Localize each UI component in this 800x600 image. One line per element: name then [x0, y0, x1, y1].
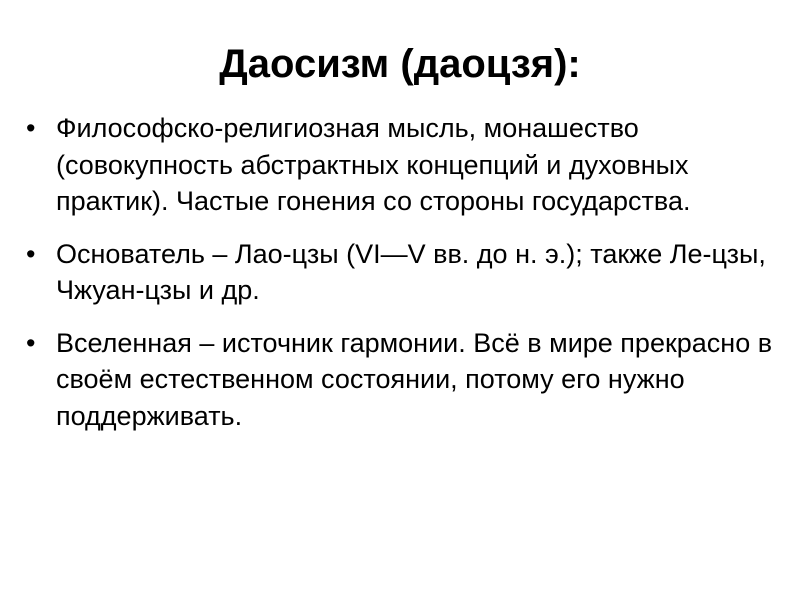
bullet-marker: •	[26, 113, 36, 143]
bullet-list	[22, 110, 782, 450]
slide-title: Даосизм (даоцзя):	[219, 42, 581, 86]
bullet-item-2	[22, 236, 782, 309]
bullet-item-3	[22, 325, 782, 435]
bullet-item-1	[22, 110, 782, 220]
bullet-text: Вселенная – источник гармонии. Всё в мире прекрасно в своём естественном состоянии, потому его нужно поддерживать.	[56, 327, 773, 431]
bullet-text: Философско-религиозная мысль, монашество (совокупность абстрактных концепций и духовных практик). Частые гонения со стороны государства.	[56, 113, 691, 216]
bullet-marker: •	[26, 238, 36, 269]
bullet-marker: •	[26, 327, 36, 358]
bullet-text: Основатель – Лао-цзы (VI—V вв. до н. э.); также Ле-цзы, Чжуан-цзы и др.	[56, 238, 766, 305]
